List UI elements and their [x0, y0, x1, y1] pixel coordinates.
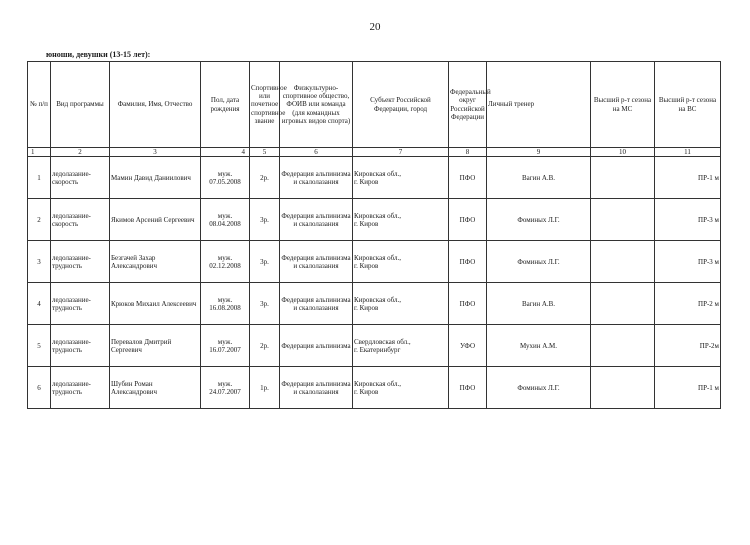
- rank-cell: 1р.: [250, 367, 280, 409]
- table-row: [28, 367, 721, 409]
- organization-cell: Федерация альпинизма и скалолазания: [280, 199, 353, 241]
- region-text: Кировская обл.,: [354, 169, 402, 178]
- rank-cell: 3р.: [250, 283, 280, 325]
- program-cell: ледолазание-трудность: [51, 241, 110, 283]
- column-number: 11: [655, 148, 721, 157]
- city-text: г. Екатеринбург: [354, 345, 401, 354]
- header-best-ms: Высший р-т сезона на МС: [591, 62, 655, 148]
- gender-text: муж.: [217, 211, 233, 220]
- column-number: 8: [449, 148, 487, 157]
- gender-text: муж.: [217, 295, 233, 304]
- row-number: 4: [28, 283, 51, 325]
- organization-cell: Федерация альпинизма и скалолазания: [280, 283, 353, 325]
- gender-dob-cell: [201, 367, 250, 409]
- organization-cell: Федерация альпинизма и скалолазания: [280, 241, 353, 283]
- header-gender-dob: Пол, дата рождения: [201, 62, 250, 148]
- region-cell: [353, 367, 449, 409]
- coach-cell: Вагин А.В.: [487, 157, 591, 199]
- gender-text: муж.: [217, 253, 233, 262]
- athletes-table: [27, 61, 721, 409]
- header-district: Федеральный округ Российской Федерации: [449, 62, 487, 148]
- best-ms-cell: [591, 367, 655, 409]
- city-text: г. Киров: [354, 303, 379, 312]
- athlete-name-cell: Мамин Давид Даниилович: [110, 157, 201, 199]
- header-row: [28, 62, 721, 148]
- header-num: № п/п: [28, 62, 51, 148]
- city-text: г. Киров: [354, 219, 379, 228]
- city-text: г. Киров: [354, 261, 379, 270]
- header-region: Субъект Российской Федерации, город: [353, 62, 449, 148]
- section-title: юноши, девушки (13-15 лет):: [46, 50, 151, 59]
- region-text: Кировская обл.,: [354, 295, 402, 304]
- dob-text: 08.04.2008: [209, 219, 241, 228]
- table-row: [28, 199, 721, 241]
- gender-text: муж.: [217, 337, 233, 346]
- best-vs-cell: ПР-1 м: [655, 157, 721, 199]
- rank-cell: 3р.: [250, 241, 280, 283]
- row-number: 6: [28, 367, 51, 409]
- region-text: Кировская обл.,: [354, 211, 402, 220]
- best-vs-cell: ПР-2 м: [655, 283, 721, 325]
- organization-cell: Федерация альпинизма и скалолазания: [280, 157, 353, 199]
- column-number: 5: [250, 148, 280, 157]
- header-coach: Личный тренер: [487, 62, 591, 148]
- program-cell: ледолазание-скорость: [51, 157, 110, 199]
- athlete-name-cell: Якимов Арсений Сергеевич: [110, 199, 201, 241]
- rank-cell: 3р.: [250, 199, 280, 241]
- region-cell: [353, 199, 449, 241]
- athlete-name-cell: Безгачей Захар Александрович: [110, 241, 201, 283]
- program-cell: ледолазание-трудность: [51, 283, 110, 325]
- header-rank: Спортивное или почетное спортивное звание: [250, 62, 280, 148]
- best-vs-cell: ПР-3 м: [655, 199, 721, 241]
- region-cell: [353, 283, 449, 325]
- region-text: Свердловская обл.,: [354, 337, 411, 346]
- header-name: Фамилия, Имя, Отчество: [110, 62, 201, 148]
- best-vs-cell: ПР-3 м: [655, 241, 721, 283]
- district-cell: ПФО: [449, 367, 487, 409]
- coach-cell: Вагин А.В.: [487, 283, 591, 325]
- district-cell: ПФО: [449, 157, 487, 199]
- coach-cell: Мухин А.М.: [487, 325, 591, 367]
- best-vs-cell: ПР-1 м: [655, 367, 721, 409]
- coach-cell: Фоминых Л.Г.: [487, 367, 591, 409]
- row-number: 3: [28, 241, 51, 283]
- region-cell: [353, 157, 449, 199]
- header-organization: Физкультурно-спортивное общество, ФОИВ или команда (для командных игровых видов спорта): [280, 62, 353, 148]
- city-text: г. Киров: [354, 387, 379, 396]
- coach-cell: Фоминых Л.Г.: [487, 241, 591, 283]
- athlete-name-cell: Перевалов Дмитрий Сергеевич: [110, 325, 201, 367]
- header-best-vs: Высший р-т сезона на ВС: [655, 62, 721, 148]
- district-cell: ПФО: [449, 199, 487, 241]
- organization-cell: Федерация альпинизма: [280, 325, 353, 367]
- dob-text: 16.08.2008: [209, 303, 241, 312]
- column-number: 4: [201, 148, 250, 157]
- gender-dob-cell: [201, 283, 250, 325]
- column-number: 10: [591, 148, 655, 157]
- region-text: Кировская обл.,: [354, 379, 402, 388]
- best-ms-cell: [591, 325, 655, 367]
- gender-dob-cell: [201, 325, 250, 367]
- best-ms-cell: [591, 241, 655, 283]
- table-row: [28, 157, 721, 199]
- column-number: 9: [487, 148, 591, 157]
- column-number: 1: [28, 148, 51, 157]
- table-row: [28, 283, 721, 325]
- best-vs-cell: ПР-2м: [655, 325, 721, 367]
- organization-cell: Федерация альпинизма и скалолазания: [280, 367, 353, 409]
- column-number-row: [28, 148, 721, 157]
- row-number: 1: [28, 157, 51, 199]
- column-number: 6: [280, 148, 353, 157]
- table-row: [28, 241, 721, 283]
- dob-text: 16.07.2007: [209, 345, 241, 354]
- rank-cell: 2р.: [250, 157, 280, 199]
- best-ms-cell: [591, 283, 655, 325]
- gender-text: муж.: [217, 379, 233, 388]
- gender-dob-cell: [201, 199, 250, 241]
- column-number: 3: [110, 148, 201, 157]
- dob-text: 07.05.2008: [209, 177, 241, 186]
- gender-dob-cell: [201, 157, 250, 199]
- region-text: Кировская обл.,: [354, 253, 402, 262]
- row-number: 5: [28, 325, 51, 367]
- best-ms-cell: [591, 199, 655, 241]
- gender-dob-cell: [201, 241, 250, 283]
- district-cell: УФО: [449, 325, 487, 367]
- dob-text: 24.07.2007: [209, 387, 241, 396]
- district-cell: ПФО: [449, 283, 487, 325]
- row-number: 2: [28, 199, 51, 241]
- program-cell: ледолазание-скорость: [51, 199, 110, 241]
- region-cell: [353, 241, 449, 283]
- column-number: 2: [51, 148, 110, 157]
- region-cell: [353, 325, 449, 367]
- header-program: Вид программы: [51, 62, 110, 148]
- city-text: г. Киров: [354, 177, 379, 186]
- best-ms-cell: [591, 157, 655, 199]
- athlete-name-cell: Крюков Михаил Алексеевич: [110, 283, 201, 325]
- rank-cell: 2р.: [250, 325, 280, 367]
- table-row: [28, 325, 721, 367]
- page-number: 20: [369, 21, 381, 33]
- column-number: 7: [353, 148, 449, 157]
- gender-text: муж.: [217, 169, 233, 178]
- program-cell: ледолазание-трудность: [51, 367, 110, 409]
- athlete-name-cell: Шубин Роман Александрович: [110, 367, 201, 409]
- coach-cell: Фоминых Л.Г.: [487, 199, 591, 241]
- district-cell: ПФО: [449, 241, 487, 283]
- program-cell: ледолазание-трудность: [51, 325, 110, 367]
- dob-text: 02.12.2008: [209, 261, 241, 270]
